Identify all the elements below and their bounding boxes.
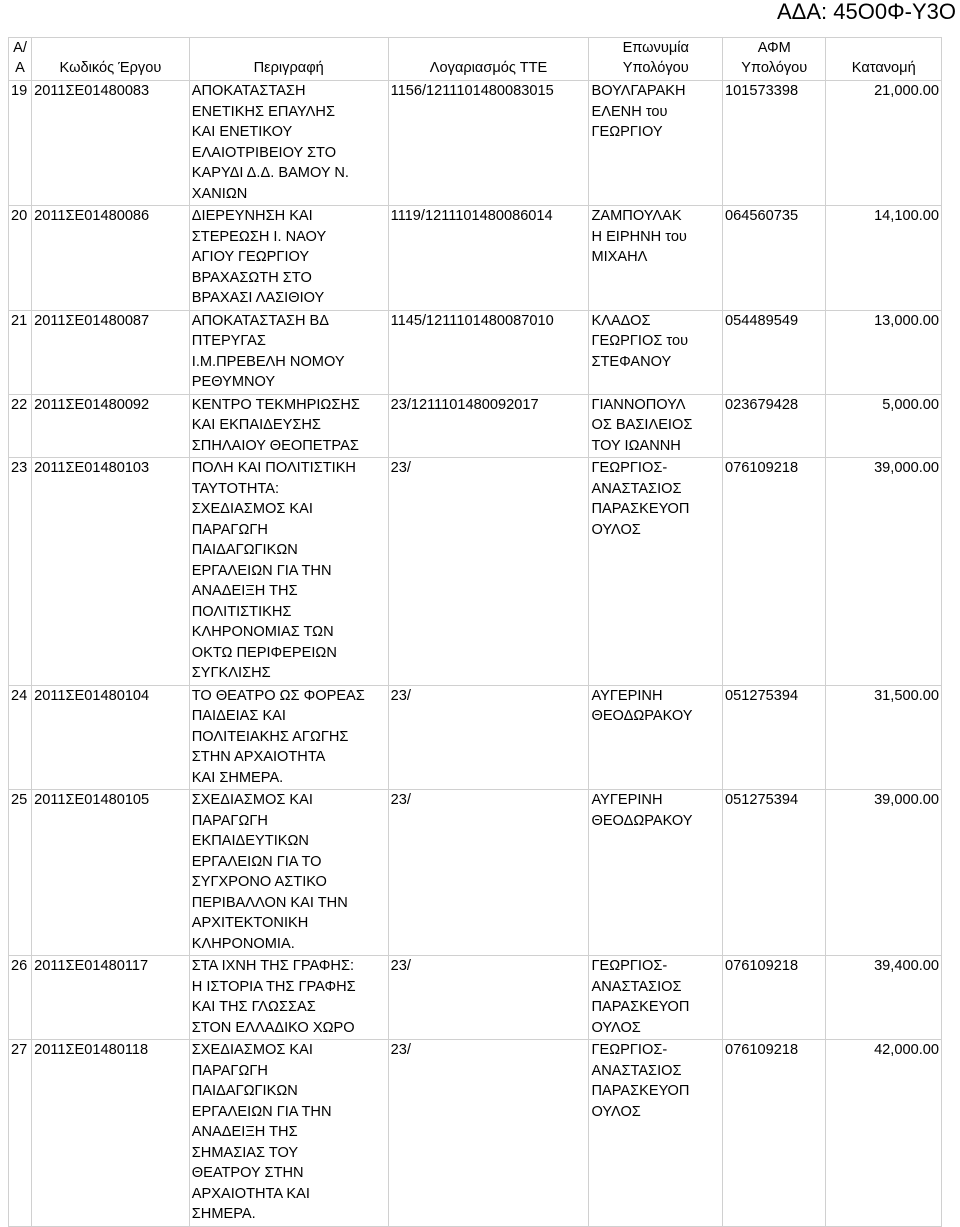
cell-account: 1119/1211101480086014 [388, 206, 589, 311]
cell-afm: 076109218 [723, 458, 826, 686]
table-row [9, 81, 942, 206]
header-num: Α/Α [9, 38, 32, 81]
header-account: Λογαριασμός ΤΤΕ [388, 38, 589, 81]
allocation-table [8, 37, 942, 1227]
cell-allocation: 42,000.00 [826, 1040, 942, 1227]
cell-account: 23/ [388, 458, 589, 686]
table-row [9, 1040, 942, 1227]
cell-num: 23 [9, 458, 32, 686]
table-row [9, 206, 942, 311]
cell-code: 2011ΣΕ01480118 [32, 1040, 190, 1227]
cell-account: 23/ [388, 956, 589, 1040]
cell-name: ΓΕΩΡΓΙΟΣ- ΑΝΑΣΤΑΣΙΟΣ ΠΑΡΑΣΚΕΥΟΠ ΟΥΛΟΣ [589, 458, 723, 686]
cell-afm: 101573398 [723, 81, 826, 206]
cell-name: ΒΟΥΛΓΑΡΑΚΗ ΕΛΕΝΗ του ΓΕΩΡΓΙΟΥ [589, 81, 723, 206]
ada-label: ΑΔΑ: 45Ο0Φ-Υ3Ο [777, 0, 956, 24]
cell-num: 21 [9, 310, 32, 394]
table-row [9, 956, 942, 1040]
cell-account: 1156/1211101480083015 [388, 81, 589, 206]
cell-description: ΣΤΑ ΙΧΝΗ ΤΗΣ ΓΡΑΦΗΣ: Η ΙΣΤΟΡΙΑ ΤΗΣ ΓΡΑΦΗΣ ΚΑΙ ΤΗΣ ΓΛΩΣΣΑΣ ΣΤΟΝ ΕΛΛΑΔΙΚΟ ΧΩΡΟ [189, 956, 388, 1040]
table-row [9, 685, 942, 790]
cell-afm: 023679428 [723, 394, 826, 458]
cell-num: 27 [9, 1040, 32, 1227]
cell-afm: 054489549 [723, 310, 826, 394]
cell-num: 19 [9, 81, 32, 206]
cell-allocation: 39,000.00 [826, 458, 942, 686]
cell-num: 26 [9, 956, 32, 1040]
cell-code: 2011ΣΕ01480092 [32, 394, 190, 458]
cell-allocation: 31,500.00 [826, 685, 942, 790]
cell-afm: 076109218 [723, 956, 826, 1040]
cell-allocation: 39,400.00 [826, 956, 942, 1040]
cell-allocation: 5,000.00 [826, 394, 942, 458]
cell-name: ΚΛΑΔΟΣ ΓΕΩΡΓΙΟΣ του ΣΤΕΦΑΝΟΥ [589, 310, 723, 394]
cell-afm: 064560735 [723, 206, 826, 311]
cell-description: ΣΧΕΔΙΑΣΜΟΣ ΚΑΙ ΠΑΡΑΓΩΓΗ ΕΚΠΑΙΔΕΥΤΙΚΩΝ ΕΡΓΑΛΕΙΩΝ ΓΙΑ ΤΟ ΣΥΓΧΡΟΝΟ ΑΣΤΙΚΟ ΠΕΡΙΒΑΛΛΟΝ ΚΑΙ ΤΗΝ ΑΡΧΙΤΕΚΤΟΝΙΚΗ ΚΛΗΡΟΝΟΜΙΑ. [189, 790, 388, 956]
cell-name: ΖΑΜΠΟΥΛΑΚ Η ΕΙΡΗΝΗ του ΜΙΧΑΗΛ [589, 206, 723, 311]
cell-description: ΚΕΝΤΡΟ ΤΕΚΜΗΡΙΩΣΗΣ ΚΑΙ ΕΚΠΑΙΔΕΥΣΗΣ ΣΠΗΛΑΙΟΥ ΘΕΟΠΕΤΡΑΣ [189, 394, 388, 458]
header-allocation: Κατανομή [826, 38, 942, 81]
cell-code: 2011ΣΕ01480087 [32, 310, 190, 394]
cell-num: 25 [9, 790, 32, 956]
cell-name: ΑΥΓΕΡΙΝΗ ΘΕΟΔΩΡΑΚΟΥ [589, 790, 723, 956]
header-code: Κωδικός Έργου [32, 38, 190, 81]
header-name: Επωνυμία Υπολόγου [589, 38, 723, 81]
cell-account: 1145/1211101480087010 [388, 310, 589, 394]
cell-code: 2011ΣΕ01480103 [32, 458, 190, 686]
table-row [9, 310, 942, 394]
cell-account: 23/ [388, 790, 589, 956]
cell-description: ΑΠΟΚΑΤΑΣΤΑΣΗ ΕΝΕΤΙΚΗΣ ΕΠΑΥΛΗΣ ΚΑΙ ΕΝΕΤΙΚΟΥ ΕΛΑΙΟΤΡΙΒΕΙΟΥ ΣΤΟ ΚΑΡΥΔΙ Δ.Δ. ΒΑΜΟΥ Ν. ΧΑΝΙΩΝ [189, 81, 388, 206]
cell-afm: 076109218 [723, 1040, 826, 1227]
cell-name: ΓΕΩΡΓΙΟΣ- ΑΝΑΣΤΑΣΙΟΣ ΠΑΡΑΣΚΕΥΟΠ ΟΥΛΟΣ [589, 956, 723, 1040]
cell-num: 22 [9, 394, 32, 458]
table-header-row [9, 38, 942, 81]
table-body [9, 81, 942, 1227]
cell-code: 2011ΣΕ01480086 [32, 206, 190, 311]
header-afm: ΑΦΜ Υπολόγου [723, 38, 826, 81]
cell-code: 2011ΣΕ01480083 [32, 81, 190, 206]
cell-num: 20 [9, 206, 32, 311]
cell-description: ΤΟ ΘΕΑΤΡΟ ΩΣ ΦΟΡΕΑΣ ΠΑΙΔΕΙΑΣ ΚΑΙ ΠΟΛΙΤΕΙΑΚΗΣ ΑΓΩΓΗΣ ΣΤΗΝ ΑΡΧΑΙΟΤΗΤΑ ΚΑΙ ΣΗΜΕΡΑ. [189, 685, 388, 790]
cell-num: 24 [9, 685, 32, 790]
table-row [9, 458, 942, 686]
cell-name: ΓΕΩΡΓΙΟΣ- ΑΝΑΣΤΑΣΙΟΣ ΠΑΡΑΣΚΕΥΟΠ ΟΥΛΟΣ [589, 1040, 723, 1227]
cell-name: ΑΥΓΕΡΙΝΗ ΘΕΟΔΩΡΑΚΟΥ [589, 685, 723, 790]
cell-description: ΔΙΕΡΕΥΝΗΣΗ ΚΑΙ ΣΤΕΡΕΩΣΗ Ι. ΝΑΟΥ ΑΓΙΟΥ ΓΕΩΡΓΙΟΥ ΒΡΑΧΑΣΩΤΗ ΣΤΟ ΒΡΑΧΑΣΙ ΛΑΣΙΘΙΟΥ [189, 206, 388, 311]
table-row [9, 790, 942, 956]
cell-allocation: 39,000.00 [826, 790, 942, 956]
cell-name: ΓΙΑΝΝΟΠΟΥΛ ΟΣ ΒΑΣΙΛΕΙΟΣ ΤΟΥ ΙΩΑΝΝΗ [589, 394, 723, 458]
cell-account: 23/ [388, 685, 589, 790]
table-row [9, 394, 942, 458]
cell-account: 23/ [388, 1040, 589, 1227]
cell-afm: 051275394 [723, 685, 826, 790]
cell-description: ΣΧΕΔΙΑΣΜΟΣ ΚΑΙ ΠΑΡΑΓΩΓΗ ΠΑΙΔΑΓΩΓΙΚΩΝ ΕΡΓΑΛΕΙΩΝ ΓΙΑ ΤΗΝ ΑΝΑΔΕΙΞΗ ΤΗΣ ΣΗΜΑΣΙΑΣ ΤΟΥ ΘΕΑΤΡΟΥ ΣΤΗΝ ΑΡΧΑΙΟΤΗΤΑ ΚΑΙ ΣΗΜΕΡΑ. [189, 1040, 388, 1227]
cell-description: ΑΠΟΚΑΤΑΣΤΑΣΗ ΒΔ ΠΤΕΡΥΓΑΣ Ι.Μ.ΠΡΕΒΕΛΗ ΝΟΜΟΥ ΡΕΘΥΜΝΟΥ [189, 310, 388, 394]
cell-allocation: 21,000.00 [826, 81, 942, 206]
header-description: Περιγραφή [189, 38, 388, 81]
cell-description: ΠΟΛΗ ΚΑΙ ΠΟΛΙΤΙΣΤΙΚΗ ΤΑΥΤΟΤΗΤΑ: ΣΧΕΔΙΑΣΜΟΣ ΚΑΙ ΠΑΡΑΓΩΓΗ ΠΑΙΔΑΓΩΓΙΚΩΝ ΕΡΓΑΛΕΙΩΝ ΓΙΑ ΤΗΝ ΑΝΑΔΕΙΞΗ ΤΗΣ ΠΟΛΙΤΙΣΤΙΚΗΣ ΚΛΗΡΟΝΟΜΙΑΣ ΤΩΝ ΟΚΤΩ ΠΕΡΙΦΕΡΕΙΩΝ ΣΥΓΚΛΙΣΗΣ [189, 458, 388, 686]
cell-code: 2011ΣΕ01480117 [32, 956, 190, 1040]
cell-account: 23/1211101480092017 [388, 394, 589, 458]
cell-allocation: 13,000.00 [826, 310, 942, 394]
cell-code: 2011ΣΕ01480104 [32, 685, 190, 790]
cell-allocation: 14,100.00 [826, 206, 942, 311]
cell-code: 2011ΣΕ01480105 [32, 790, 190, 956]
cell-afm: 051275394 [723, 790, 826, 956]
